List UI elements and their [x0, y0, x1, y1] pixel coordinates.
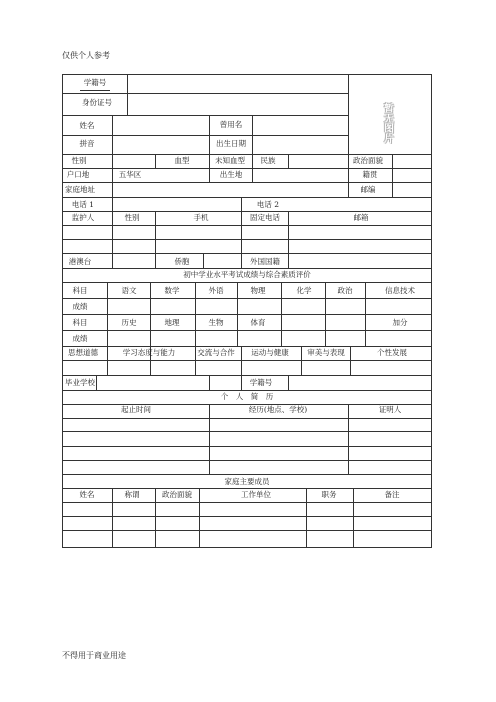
grid-vline — [241, 211, 242, 253]
label-email: 邮箱 — [353, 213, 369, 222]
page-footer: 不得用于商业用途 — [62, 651, 126, 660]
grid-vline — [281, 282, 282, 346]
grid-vline — [112, 182, 113, 197]
subject-it: 信息技术 — [385, 286, 415, 295]
label-postcode: 邮编 — [360, 185, 376, 194]
grid-vline — [112, 253, 113, 268]
grid-vline — [209, 115, 210, 154]
grid-hline — [62, 346, 432, 347]
grid-vline — [199, 488, 200, 548]
grid-vline — [112, 154, 113, 168]
grid-vline — [288, 154, 289, 168]
subject-math: 数学 — [164, 286, 180, 295]
grid-vline — [195, 282, 196, 346]
grid-vline — [301, 346, 302, 375]
grid-hline — [62, 446, 432, 447]
grid-hline — [62, 93, 348, 94]
grid-vline — [325, 282, 326, 346]
family-col-notes: 备注 — [384, 490, 400, 499]
grid-hline — [62, 502, 432, 503]
student-id-underline — [80, 90, 110, 91]
label-pinyin: 拼音 — [79, 139, 95, 148]
grid-hline — [62, 182, 432, 183]
grid-hline — [62, 154, 432, 155]
grid-vline — [127, 74, 128, 115]
quality-moral: 思想道德 — [68, 348, 98, 357]
label-hukou: 户口地 — [66, 170, 90, 179]
label-blood-type: 血型 — [174, 156, 190, 165]
grid-hline — [62, 135, 348, 136]
label-student-id-2: 学籍号 — [249, 378, 273, 387]
value-blood-type: 未知血型 — [215, 156, 245, 165]
grid-vline — [348, 182, 349, 197]
grid-vline — [348, 74, 349, 154]
label-subject-2: 科目 — [72, 318, 88, 327]
grid-hline — [62, 268, 432, 269]
grid-vline — [155, 488, 156, 548]
photo-placeholder — [377, 86, 427, 146]
subject-geography: 地理 — [164, 318, 180, 327]
grid-vline — [306, 488, 307, 548]
grid-hline — [62, 115, 348, 116]
label-phone-2: 电话 2 — [256, 200, 280, 209]
label-name: 姓名 — [79, 121, 95, 130]
label-score-2: 成绩 — [72, 334, 88, 343]
grid-vline — [155, 154, 156, 168]
family-col-relation: 称谓 — [124, 490, 140, 499]
grid-hline — [62, 168, 432, 169]
grid-vline — [353, 488, 354, 548]
grid-hline — [62, 330, 432, 331]
label-bonus: 加分 — [392, 318, 408, 327]
quality-communication: 交流与合作 — [197, 348, 235, 357]
academic-section-title: 初中学业水平考试成绩与综合素质评价 — [183, 270, 311, 279]
family-col-political: 政治面貌 — [162, 490, 192, 499]
photo-char-4: 片 — [384, 134, 394, 145]
label-native-place: 籍贯 — [362, 170, 378, 179]
subject-physics: 物理 — [250, 286, 266, 295]
grid-vline — [288, 211, 289, 253]
label-experience: 经历(地点、学校) — [248, 405, 308, 414]
family-col-workplace: 工作单位 — [241, 490, 271, 499]
subject-politics: 政治 — [337, 286, 353, 295]
grid-hline — [62, 253, 432, 254]
grid-vline — [288, 253, 289, 268]
grid-vline — [209, 404, 210, 474]
grid-hline — [62, 530, 432, 531]
grid-hline — [62, 197, 432, 198]
family-title: 家庭主要成员 — [224, 477, 270, 486]
label-student-id: 学籍号 — [83, 78, 107, 87]
grid-vline — [392, 168, 393, 182]
quality-sports-health: 运动与健康 — [251, 348, 289, 357]
grid-vline — [392, 154, 393, 168]
resume-title: 个 人 简 历 — [220, 392, 274, 401]
grid-vline — [112, 211, 113, 253]
grid-vline — [392, 182, 393, 197]
grid-vline — [112, 197, 113, 211]
label-former-name: 曾用名 — [219, 120, 243, 129]
grid-hline — [62, 225, 432, 226]
grid-vline — [237, 282, 238, 346]
label-id-card: 身份证号 — [82, 98, 112, 107]
grid-hline — [62, 474, 432, 475]
grid-vline — [112, 115, 113, 154]
subject-history: 历史 — [121, 318, 137, 327]
subject-chemistry: 化学 — [296, 286, 312, 295]
label-ethnicity: 民族 — [260, 156, 276, 165]
grid-vline — [209, 375, 210, 390]
label-birthplace: 出生地 — [219, 170, 243, 179]
grid-hline — [62, 431, 432, 432]
quality-personality: 个性发展 — [377, 348, 407, 357]
grid-hline — [62, 390, 432, 391]
grid-vline — [252, 154, 253, 168]
grid-hline — [62, 460, 432, 461]
grid-hline — [62, 360, 432, 361]
label-subject-1: 科目 — [72, 286, 88, 295]
grid-vline — [112, 488, 113, 548]
grid-vline — [107, 346, 108, 375]
grid-hline — [62, 375, 432, 376]
subject-foreign-language: 外语 — [208, 286, 224, 295]
label-landline: 固定电话 — [250, 213, 280, 222]
grid-vline — [348, 168, 349, 182]
grid-hline — [62, 404, 432, 405]
value-hukou: 五华区 — [118, 170, 142, 179]
grid-hline — [62, 418, 432, 419]
label-gender: 性别 — [71, 156, 87, 165]
grid-vline — [252, 115, 253, 154]
grid-hline — [62, 211, 432, 212]
grid-vline — [348, 154, 349, 168]
grid-hline — [62, 516, 432, 517]
grid-vline — [252, 168, 253, 182]
subject-pe: 体育 — [250, 318, 266, 327]
grid-vline — [107, 282, 108, 346]
quality-learning: 学习态度与能力 — [122, 348, 176, 357]
grid-hline — [62, 239, 432, 240]
subject-biology: 生物 — [208, 318, 224, 327]
quality-aesthetics: 审美与表现 — [307, 348, 345, 357]
grid-vline — [150, 282, 151, 346]
label-guardian-gender: 性别 — [124, 213, 140, 222]
grid-vline — [365, 282, 366, 346]
grid-vline — [350, 346, 351, 375]
grid-hline — [62, 282, 432, 283]
grid-vline — [241, 253, 242, 268]
page-header: 仅供个人参考 — [62, 51, 110, 60]
label-witness: 证明人 — [378, 405, 402, 414]
grid-vline — [203, 253, 204, 268]
grid-vline — [241, 346, 242, 375]
grid-vline — [348, 404, 349, 474]
grid-vline — [288, 375, 289, 390]
grid-vline — [209, 154, 210, 168]
photo-char-2: 无 — [384, 114, 394, 125]
label-phone-1: 电话 1 — [71, 200, 95, 209]
label-score-1: 成绩 — [72, 302, 88, 311]
grid-hline — [62, 298, 432, 299]
label-birth-date: 出生日期 — [216, 139, 246, 148]
label-home-address: 家庭地址 — [65, 185, 95, 194]
grid-hline — [62, 314, 432, 315]
photo-char-3: 图 — [384, 124, 394, 135]
family-col-name: 姓名 — [79, 490, 95, 499]
grid-vline — [209, 168, 210, 182]
grid-hline — [62, 488, 432, 489]
label-time-range: 起止时间 — [121, 405, 151, 414]
grid-vline — [96, 375, 97, 390]
label-hk-macau-tw: 港澳台 — [68, 257, 92, 266]
label-overseas: 侨胞 — [174, 257, 190, 266]
label-graduation-school: 毕业学校 — [65, 378, 95, 387]
label-mobile: 手机 — [193, 213, 209, 222]
grid-vline — [241, 375, 242, 390]
subject-chinese: 语文 — [121, 286, 137, 295]
family-col-position: 职务 — [321, 490, 337, 499]
grid-vline — [195, 346, 196, 375]
label-political-status: 政治面貌 — [353, 156, 383, 165]
grid-vline — [241, 197, 242, 211]
label-foreign-nationality: 外国国籍 — [250, 257, 280, 266]
grid-vline — [155, 253, 156, 268]
grid-vline — [155, 211, 156, 253]
photo-char-1: 暂 — [384, 104, 394, 115]
label-guardian: 监护人 — [71, 213, 95, 222]
grid-vline — [112, 168, 113, 182]
